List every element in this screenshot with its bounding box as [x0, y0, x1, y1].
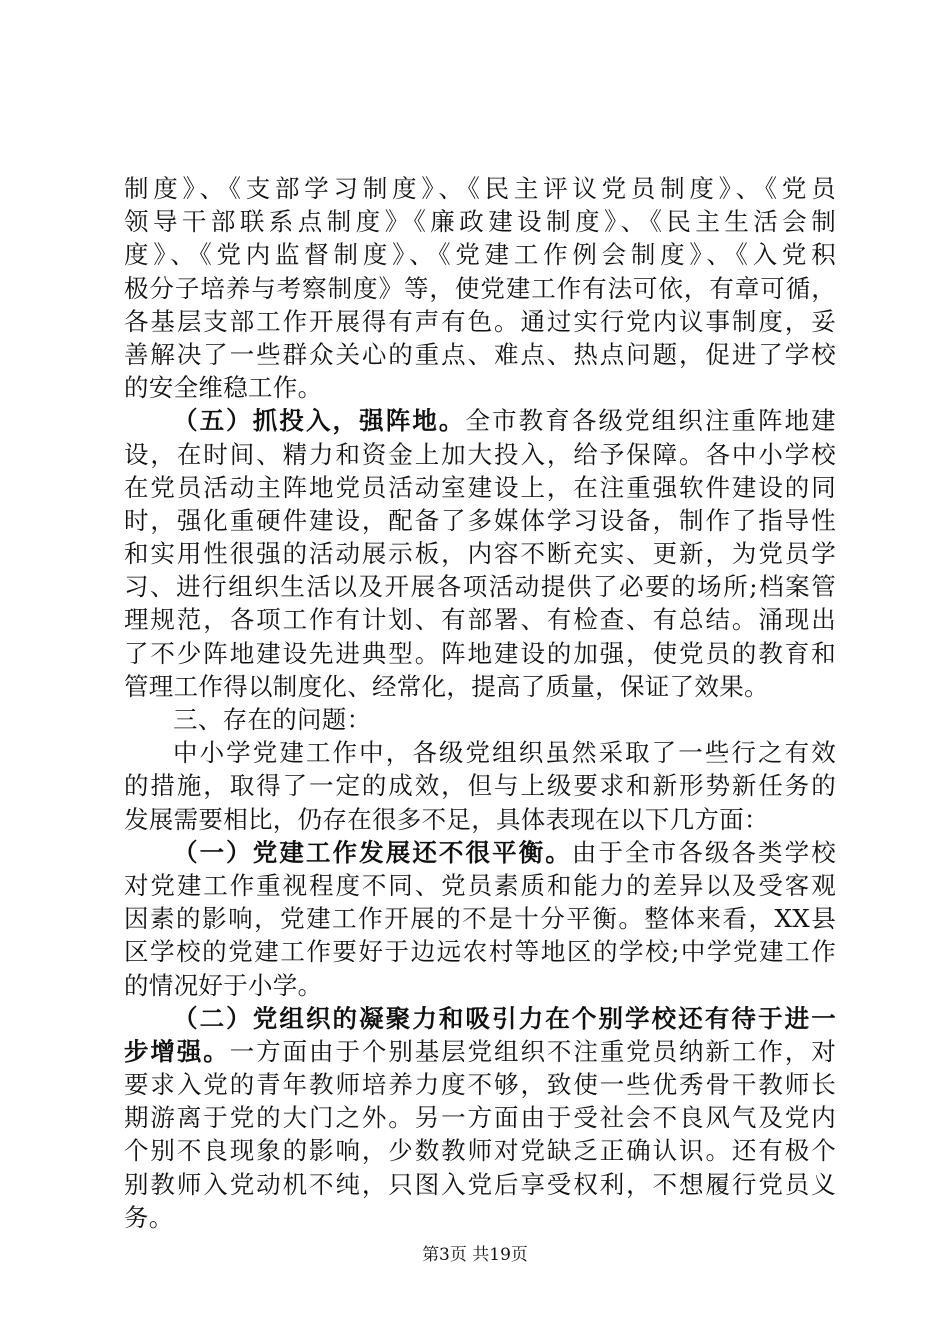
- section-heading-line: （一）党建工作发展还不很平衡。由于全市各级各类学校: [173, 837, 836, 867]
- section-heading-line: [124, 1002, 836, 1035]
- text-line: 设，在时间、精力和资金上加大投入，给予保障。各中小学校: [124, 439, 836, 469]
- text-line: 和实用性很强的活动展示板，内容不断充实、更新，为党员学: [124, 539, 836, 569]
- text-line: 时，强化重硬件建设，配备了多媒体学习设备，制作了指导性: [124, 505, 836, 535]
- section-heading-continued: 步增强。: [124, 1036, 230, 1066]
- text-line: 别教师入党动机不纯，只图入党后享受权利，不想履行党员义: [124, 1169, 836, 1199]
- text-line: 了不少阵地建设先进典型。阵地建设的加强，使党员的教育和: [124, 638, 836, 668]
- chapter-heading: 三、存在的问题：: [173, 705, 372, 734]
- text-line: 的安全维稳工作。: [124, 373, 323, 403]
- text-line: 区学校的党建工作要好于边远农村等地区的学校;中学党建工作: [124, 937, 836, 967]
- text-line: 各基层支部工作开展得有声有色。通过实行党内议事制度，妥: [124, 306, 836, 336]
- section-heading: （二）党组织的凝聚力和吸引力在个别学校还有待于进一: [173, 1003, 836, 1033]
- text-line: 度》、《党内监督制度》、《党建工作例会制度》、《入党积: [124, 240, 836, 270]
- text-line: 期游离于党的大门之外。另一方面由于受社会不良风气及党内: [124, 1103, 836, 1133]
- section-heading: （五）抓投入，强阵地。: [173, 406, 466, 436]
- text-line: 的情况好于小学。: [124, 970, 323, 1000]
- section-heading-line: 步增强。一方面由于个别基层党组织不注重党员纳新工作，对: [124, 1036, 836, 1066]
- text-line: 的措施，取得了一定的成效，但与上级要求和新形势新任务的: [124, 771, 836, 801]
- text-line: 个别不良现象的影响，少数教师对党缺乏正确认识。还有极个: [124, 1136, 836, 1166]
- text-line: 管理工作得以制度化、经常化，提高了质量，保证了效果。: [124, 671, 769, 701]
- text-line: 极分子培养与考察制度》等，使党建工作有法可依，有章可循，: [124, 273, 836, 303]
- text-line: 要求入党的青年教师培养力度不够，致使一些优秀骨干教师长: [124, 1070, 836, 1100]
- section-heading-line: （五）抓投入，强阵地。全市教育各级党组织注重阵地建: [173, 406, 836, 436]
- text-line: 善解决了一些群众关心的重点、难点、热点问题，促进了学校: [124, 339, 836, 369]
- page-footer: 第3页 共19页: [422, 1245, 528, 1265]
- text-line: 理规范，各项工作有计划、有部署、有检查、有总结。涌现出: [124, 605, 836, 635]
- text-line: 在党员活动主阵地党员活动室建设上，在注重强软件建设的同: [124, 472, 836, 502]
- text-line: 习、进行组织生活以及开展各项活动提供了必要的场所;档案管: [124, 572, 836, 602]
- text-line: 制度》、《支部学习制度》、《民主评议党员制度》、《党员: [124, 174, 836, 203]
- text-line: 中小学党建工作中，各级党组织虽然采取了一些行之有效: [173, 738, 836, 768]
- section-heading: （一）党建工作发展还不很平衡。: [173, 837, 572, 867]
- text-line: 因素的影响，党建工作开展的不是十分平衡。整体来看，XX县: [124, 904, 836, 934]
- text-line: 领导干部联系点制度》《廉政建设制度》、《民主生活会制: [124, 207, 836, 237]
- text-line: 对党建工作重视程度不同、党员素质和能力的差异以及受客观: [124, 870, 836, 900]
- text-line: 务。: [124, 1202, 174, 1232]
- text-line: 发展需要相比，仍存在很多不足，具体表现在以下几方面：: [124, 804, 769, 834]
- body-text: [124, 172, 836, 1234]
